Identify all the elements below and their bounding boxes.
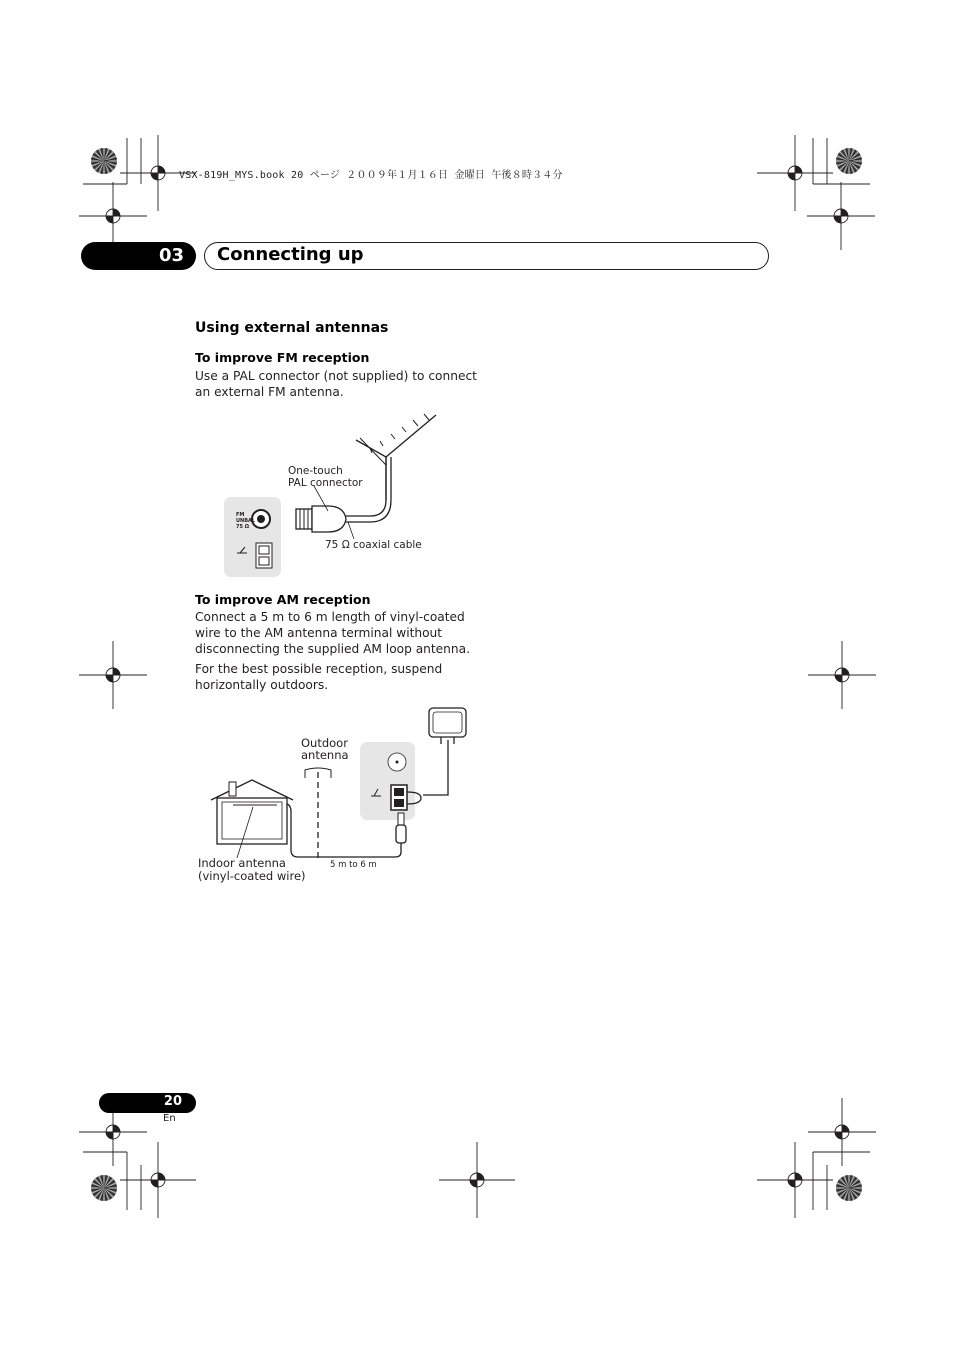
chapter-badge: [81, 242, 196, 270]
am-heading: To improve AM reception: [195, 592, 371, 607]
fm-heading: To improve FM reception: [195, 350, 370, 365]
am-body-2: For the best possible reception, suspend horizontally outdoors.: [195, 662, 443, 692]
registration-mark-icon: [439, 1142, 515, 1218]
house-icon: [211, 780, 293, 800]
registration-mark-icon: [120, 1142, 196, 1218]
registration-mark-icon: [79, 182, 147, 250]
label-outdoor-antenna: Outdoor antenna: [301, 736, 349, 762]
registration-mark-icon: [79, 641, 147, 709]
label-indoor-antenna: Indoor antenna (vinyl-coated wire): [198, 856, 306, 883]
label-coaxial-cable: 75 Ω coaxial cable: [325, 539, 422, 551]
color-wheel-icon: [836, 148, 862, 174]
registration-mark-icon: [808, 641, 876, 709]
chapter-title-box: [204, 242, 769, 270]
chapter-title: Connecting up: [217, 244, 364, 265]
label-wire-length: 5 m to 6 m: [330, 860, 377, 870]
color-wheel-icon: [91, 148, 117, 174]
page-badge: [99, 1093, 196, 1113]
color-wheel-icon: [91, 1175, 117, 1201]
registration-mark-icon: [808, 1098, 876, 1166]
am-body-1: Connect a 5 m to 6 m length of vinyl-coated wire to the AM antenna terminal without disconnecting the supplied AM loop antenna.: [195, 610, 470, 656]
registration-mark-icon: [757, 135, 833, 211]
page-number: 20: [163, 1094, 182, 1109]
fm-diagram: [220, 405, 480, 585]
chapter-number: 03: [158, 245, 184, 266]
section-heading: Using external antennas: [195, 320, 389, 336]
fm-body: Use a PAL connector (not supplied) to connect an external FM antenna.: [195, 369, 477, 399]
panel-label-fm: FM UNBAL 75 Ω: [236, 512, 256, 530]
registration-mark-icon: [807, 182, 875, 250]
registration-mark-icon: [757, 1142, 833, 1218]
print-header: VSX-819H_MYS.book 20 ページ ２００９年１月１６日 金曜日 午後８時３４分: [179, 170, 563, 181]
page-language: En: [163, 1113, 176, 1124]
label-pal-connector: One-touch PAL connector: [288, 465, 363, 489]
color-wheel-icon: [836, 1175, 862, 1201]
